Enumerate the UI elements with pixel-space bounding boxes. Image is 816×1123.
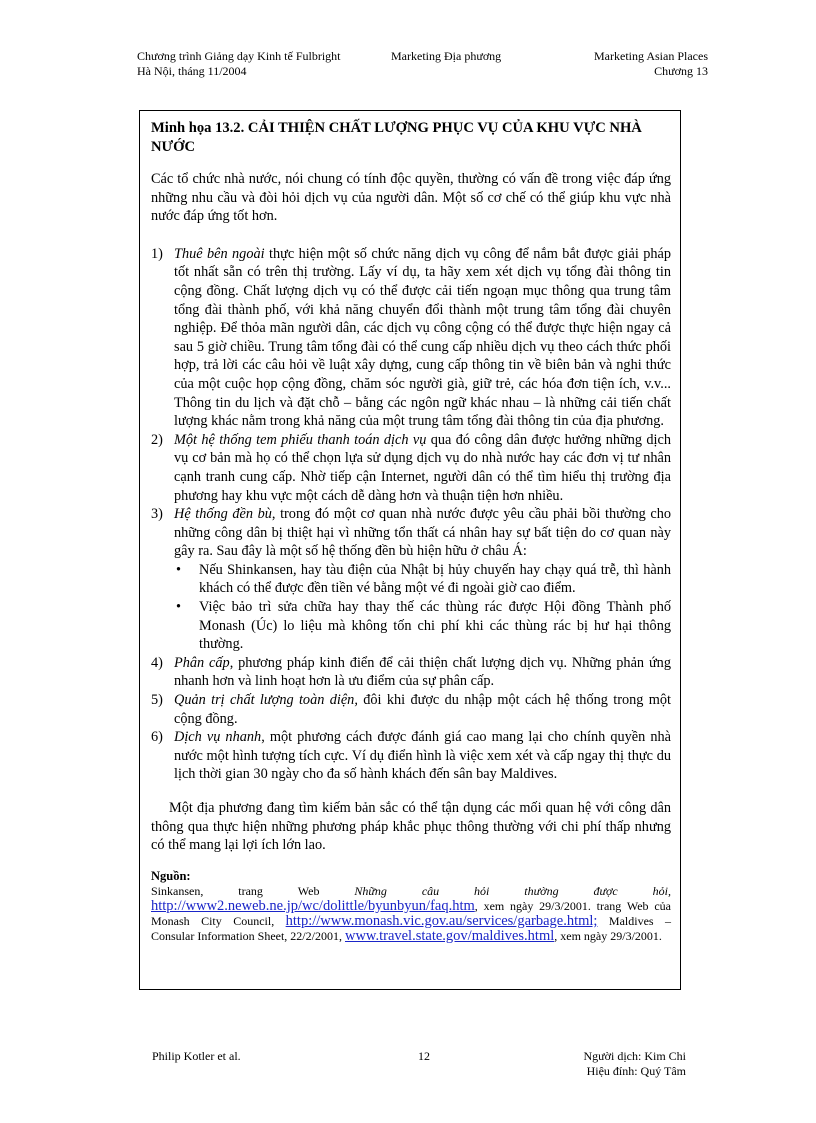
item-text: , trong đó một cơ quan nhà nước được yêu cầu phải bồi thường cho những công dân bị thiệt hại vì những tổn thất cá nhân hay sự bất tiện do cơ quan này gây ra. Sau đây là một số hệ thống đền bù hiện hữu ở châu Á: xyxy=(174,506,671,560)
source-text: Maldives – Consular Information Sheet, 22/2/2001, xyxy=(151,913,671,943)
illustration-box xyxy=(139,110,681,990)
source-link-shinkansen[interactable]: http://www2.neweb.ne.jp/wc/dolittle/byunbyun/faq.htm xyxy=(151,897,475,914)
bullet-icon: • xyxy=(176,599,182,616)
item-number: 6) xyxy=(151,729,163,746)
list-item xyxy=(151,505,671,654)
source-text: , xem ngày 29/3/2001. xyxy=(554,928,662,943)
source-title-word: được xyxy=(593,883,618,898)
list-item xyxy=(151,691,671,728)
item-term: Dịch vụ nhanh xyxy=(174,729,262,746)
header-chapter: Chương 13 xyxy=(654,64,708,78)
header-place-date: Hà Nội, tháng 11/2004 xyxy=(137,64,247,78)
item-text: thực hiện một số chức năng dịch vụ công để nắm bắt được giải pháp tốt nhất sẵn có trên thị trường. Lấy ví dụ, ta hãy xem xét dịch vụ tổng đài thông tin cộng đồng. Chất lượng dịch vụ có thể được cải tiến ngoạn mục thông qua trung tâm tổng đài thành phố, với khả năng chuyển đổi thành một trung tâm tổng đài chuyên nghiệp. Để thỏa mãn người dân, các dịch vụ công cộng có thể được thực hiện ngay cả sau 5 giờ chiều. Trung tâm tổng đài có thể cung cấp nhiều dịch vụ theo cách thức phối hợp, trả lời các câu hỏi về luật xây dựng, cung cấp thông tin về biên bản và nghi thức của một cuộc họp cộng đồng, chăm sóc người già, giữ trẻ, các hóa đơn tiện ích, v.v... Thông tin du lịch và đặt chỗ – bằng các ngôn ngữ khác nhau – là những cải tiến chất lượng khác nằm trong khả năng của một trung tâm tổng đài thông tin của địa phương. xyxy=(174,245,671,430)
source-word: trang xyxy=(238,883,263,898)
item-number: 3) xyxy=(151,506,163,523)
sub-item-text: Việc bảo trì sửa chữa hay thay thế các thùng rác được Hội đồng Thành phố Monash (Úc) lo liệu mà không tốn chi phí khi các thùng rác bị hư hại thông thường. xyxy=(199,599,671,653)
header-center: Marketing Địa phương xyxy=(391,49,502,63)
item-text: qua đó công dân được hưởng những dịch vụ cơ bản mà họ có thể chọn lựa sử dụng dịch vụ do nhà nước hay các đơn vị tư nhân cạnh tranh cung cấp. Nhờ tiếp cận Internet, người dân có thể tìm hiểu thị trường địa phương hay khu vực một cách dễ dàng hơn và thuận tiện hơn nhiều. xyxy=(174,431,672,504)
item-term: Thuê bên ngoài xyxy=(174,245,265,262)
item-number: 1) xyxy=(151,245,163,262)
header-right xyxy=(594,49,708,79)
item-number: 2) xyxy=(151,431,163,448)
source-text: , xem ngày 29/3/2001. trang Web của Monash City Council, xyxy=(151,898,671,928)
source-link-monash[interactable]: http://www.monash.vic.gov.au/services/garbage.html; xyxy=(285,912,598,929)
sub-item-text: Nếu Shinkansen, hay tàu điện của Nhật bị hủy chuyến hay chạy quá trễ, thì hành khách có thể được đền tiền vé bằng một vé đi ngoài giờ cao điểm. xyxy=(199,561,671,597)
source-title-word: thường xyxy=(524,883,559,898)
list-item xyxy=(151,728,671,784)
mechanism-list xyxy=(151,245,671,784)
source-first-line xyxy=(151,884,671,899)
item-text: , một phương cách được đánh giá cao mang lại cho chính quyền nhà nước một hình tượng tích cực. Ví dụ điển hình là việc xem xét và cấp ngay thị thực du lịch thời gian 30 ngày cho đa số hành khách đến sân bay Maldives. xyxy=(174,729,671,783)
header-left xyxy=(137,49,341,79)
source-section xyxy=(151,869,671,944)
item-text: , phương pháp kinh điển để cải thiện chất lượng dịch vụ. Những phản ứng nhanh hơn và linh hoạt hơn là ưu điểm của sự phân cấp. xyxy=(174,654,671,690)
source-word: Sinkansen, xyxy=(151,883,204,898)
closing-paragraph: Một địa phương đang tìm kiếm bản sắc có thể tận dụng các mối quan hệ với công dân thông qua thực hiện những phương pháp khắc phục thông thường với chi phí thấp nhưng có thể mang lại lợi ích lớn lao. xyxy=(151,800,671,854)
list-item xyxy=(151,654,671,691)
box-title: Minh họa 13.2. CẢI THIỆN CHẤT LƯỢNG PHỤC VỤ CỦA KHU VỰC NHÀ NƯỚC xyxy=(151,120,642,155)
source-heading: Nguồn: xyxy=(151,868,191,883)
sub-list-item xyxy=(174,561,671,598)
source-title-word: Những xyxy=(354,883,387,898)
source-title-word: hỏi xyxy=(474,883,490,898)
footer-editor: Hiệu đính: Quý Tâm xyxy=(586,1064,686,1078)
item-term: Một hệ thống tem phiếu thanh toán dịch vụ xyxy=(174,431,427,448)
item-term: Hệ thống đền bù xyxy=(174,506,272,523)
footer-authors: Philip Kotler et al. xyxy=(152,1049,241,1063)
intro-paragraph: Các tổ chức nhà nước, nói chung có tính độc quyền, thường có vấn đề trong việc đáp ứng những nhu cầu và đòi hỏi dịch vụ của người dân. Một số cơ chế có thể giúp khu vực nhà nước đáp ứng tốt hơn. xyxy=(151,171,671,225)
footer-translator: Người dịch: Kim Chi xyxy=(583,1049,686,1063)
source-title-word: hỏi, xyxy=(652,883,671,898)
source-body xyxy=(151,899,671,944)
footer-credits xyxy=(583,1049,686,1079)
compensation-examples xyxy=(174,561,671,654)
header-program: Chương trình Giảng dạy Kinh tế Fulbright xyxy=(137,49,341,63)
item-text: đôi khi được du nhập một cách hệ thống trong một cộng đồng. xyxy=(174,692,671,727)
source-link-maldives[interactable]: www.travel.state.gov/maldives.html xyxy=(344,927,555,944)
sub-list-item xyxy=(174,598,671,654)
page-number: 12 xyxy=(418,1049,430,1063)
source-word: Web xyxy=(297,883,320,898)
item-term: Phân cấp xyxy=(174,654,230,671)
item-number: 4) xyxy=(151,654,163,671)
list-item xyxy=(151,431,671,505)
item-term: Quản trị chất lượng toàn diện, xyxy=(174,692,358,709)
item-number: 5) xyxy=(151,692,163,709)
list-item xyxy=(151,245,671,431)
header-book-title: Marketing Asian Places xyxy=(594,49,708,63)
bullet-icon: • xyxy=(176,561,182,578)
source-title-word: câu xyxy=(421,883,440,898)
